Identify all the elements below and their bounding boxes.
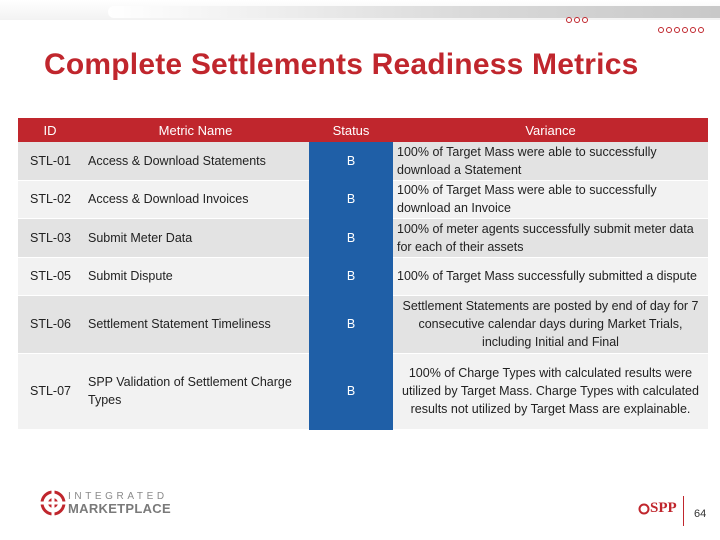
- column-header-id: ID: [18, 118, 82, 142]
- spp-logo-icon: [638, 503, 650, 515]
- metric-id: STL-01: [18, 142, 82, 180]
- metric-id: STL-06: [18, 295, 82, 353]
- metric-name: Access & Download Statements: [82, 142, 309, 180]
- table-row: [18, 218, 708, 257]
- status-badge: B: [309, 142, 393, 180]
- decorative-dots: [566, 17, 588, 23]
- table-row: [18, 295, 708, 353]
- status-badge: B: [309, 295, 393, 353]
- table-row: [18, 180, 708, 218]
- metric-id: STL-07: [18, 353, 82, 429]
- status-badge: B: [309, 180, 393, 218]
- metric-id: STL-02: [18, 180, 82, 218]
- column-header-variance: Variance: [393, 118, 708, 142]
- status-badge: B: [309, 257, 393, 295]
- status-badge: B: [309, 353, 393, 429]
- table-row: [18, 353, 708, 429]
- metrics-table: [18, 118, 708, 430]
- metric-id: STL-03: [18, 218, 82, 257]
- column-header-metric-name: Metric Name: [82, 118, 309, 142]
- decorative-dots: [658, 27, 704, 33]
- metric-name: Submit Dispute: [82, 257, 309, 295]
- column-header-status: Status: [309, 118, 393, 142]
- metric-name: Settlement Statement Timeliness: [82, 295, 309, 353]
- table-row: [18, 142, 708, 180]
- spp-logo-text: SPP: [650, 500, 677, 516]
- table-header-row: [18, 118, 708, 142]
- marketplace-logo-icon: [40, 490, 66, 516]
- variance-text: 100% of Target Mass successfully submitted a dispute: [393, 257, 708, 295]
- header-swoosh: [108, 6, 720, 18]
- variance-text: 100% of meter agents successfully submit meter data for each of their assets: [393, 218, 708, 257]
- metric-name: Submit Meter Data: [82, 218, 309, 257]
- variance-text: 100% of Target Mass were able to successfully download a Statement: [393, 142, 708, 180]
- variance-text: 100% of Charge Types with calculated results were utilized by Target Mass. Charge Types with calculated results not utilized by Target Mass are explainable.: [393, 353, 708, 429]
- page-number: 64: [694, 508, 707, 520]
- metric-id: STL-05: [18, 257, 82, 295]
- table-row: [18, 257, 708, 295]
- status-badge: B: [309, 218, 393, 257]
- spp-logo: [638, 500, 677, 517]
- metric-name: SPP Validation of Settlement Charge Types: [82, 353, 309, 429]
- page-title: Complete Settlements Readiness Metrics: [44, 48, 639, 81]
- footer-divider: [683, 496, 684, 526]
- metric-name: Access & Download Invoices: [82, 180, 309, 218]
- logo-text-bottom: MARKETPLACE: [68, 500, 171, 516]
- integrated-marketplace-logo: [40, 490, 171, 516]
- logo-text-top: INTEGRATED: [68, 490, 168, 502]
- variance-text: 100% of Target Mass were able to successfully download an Invoice: [393, 180, 708, 218]
- variance-text: Settlement Statements are posted by end of day for 7 consecutive calendar days during Market Trials, including Initial and Final: [393, 295, 708, 353]
